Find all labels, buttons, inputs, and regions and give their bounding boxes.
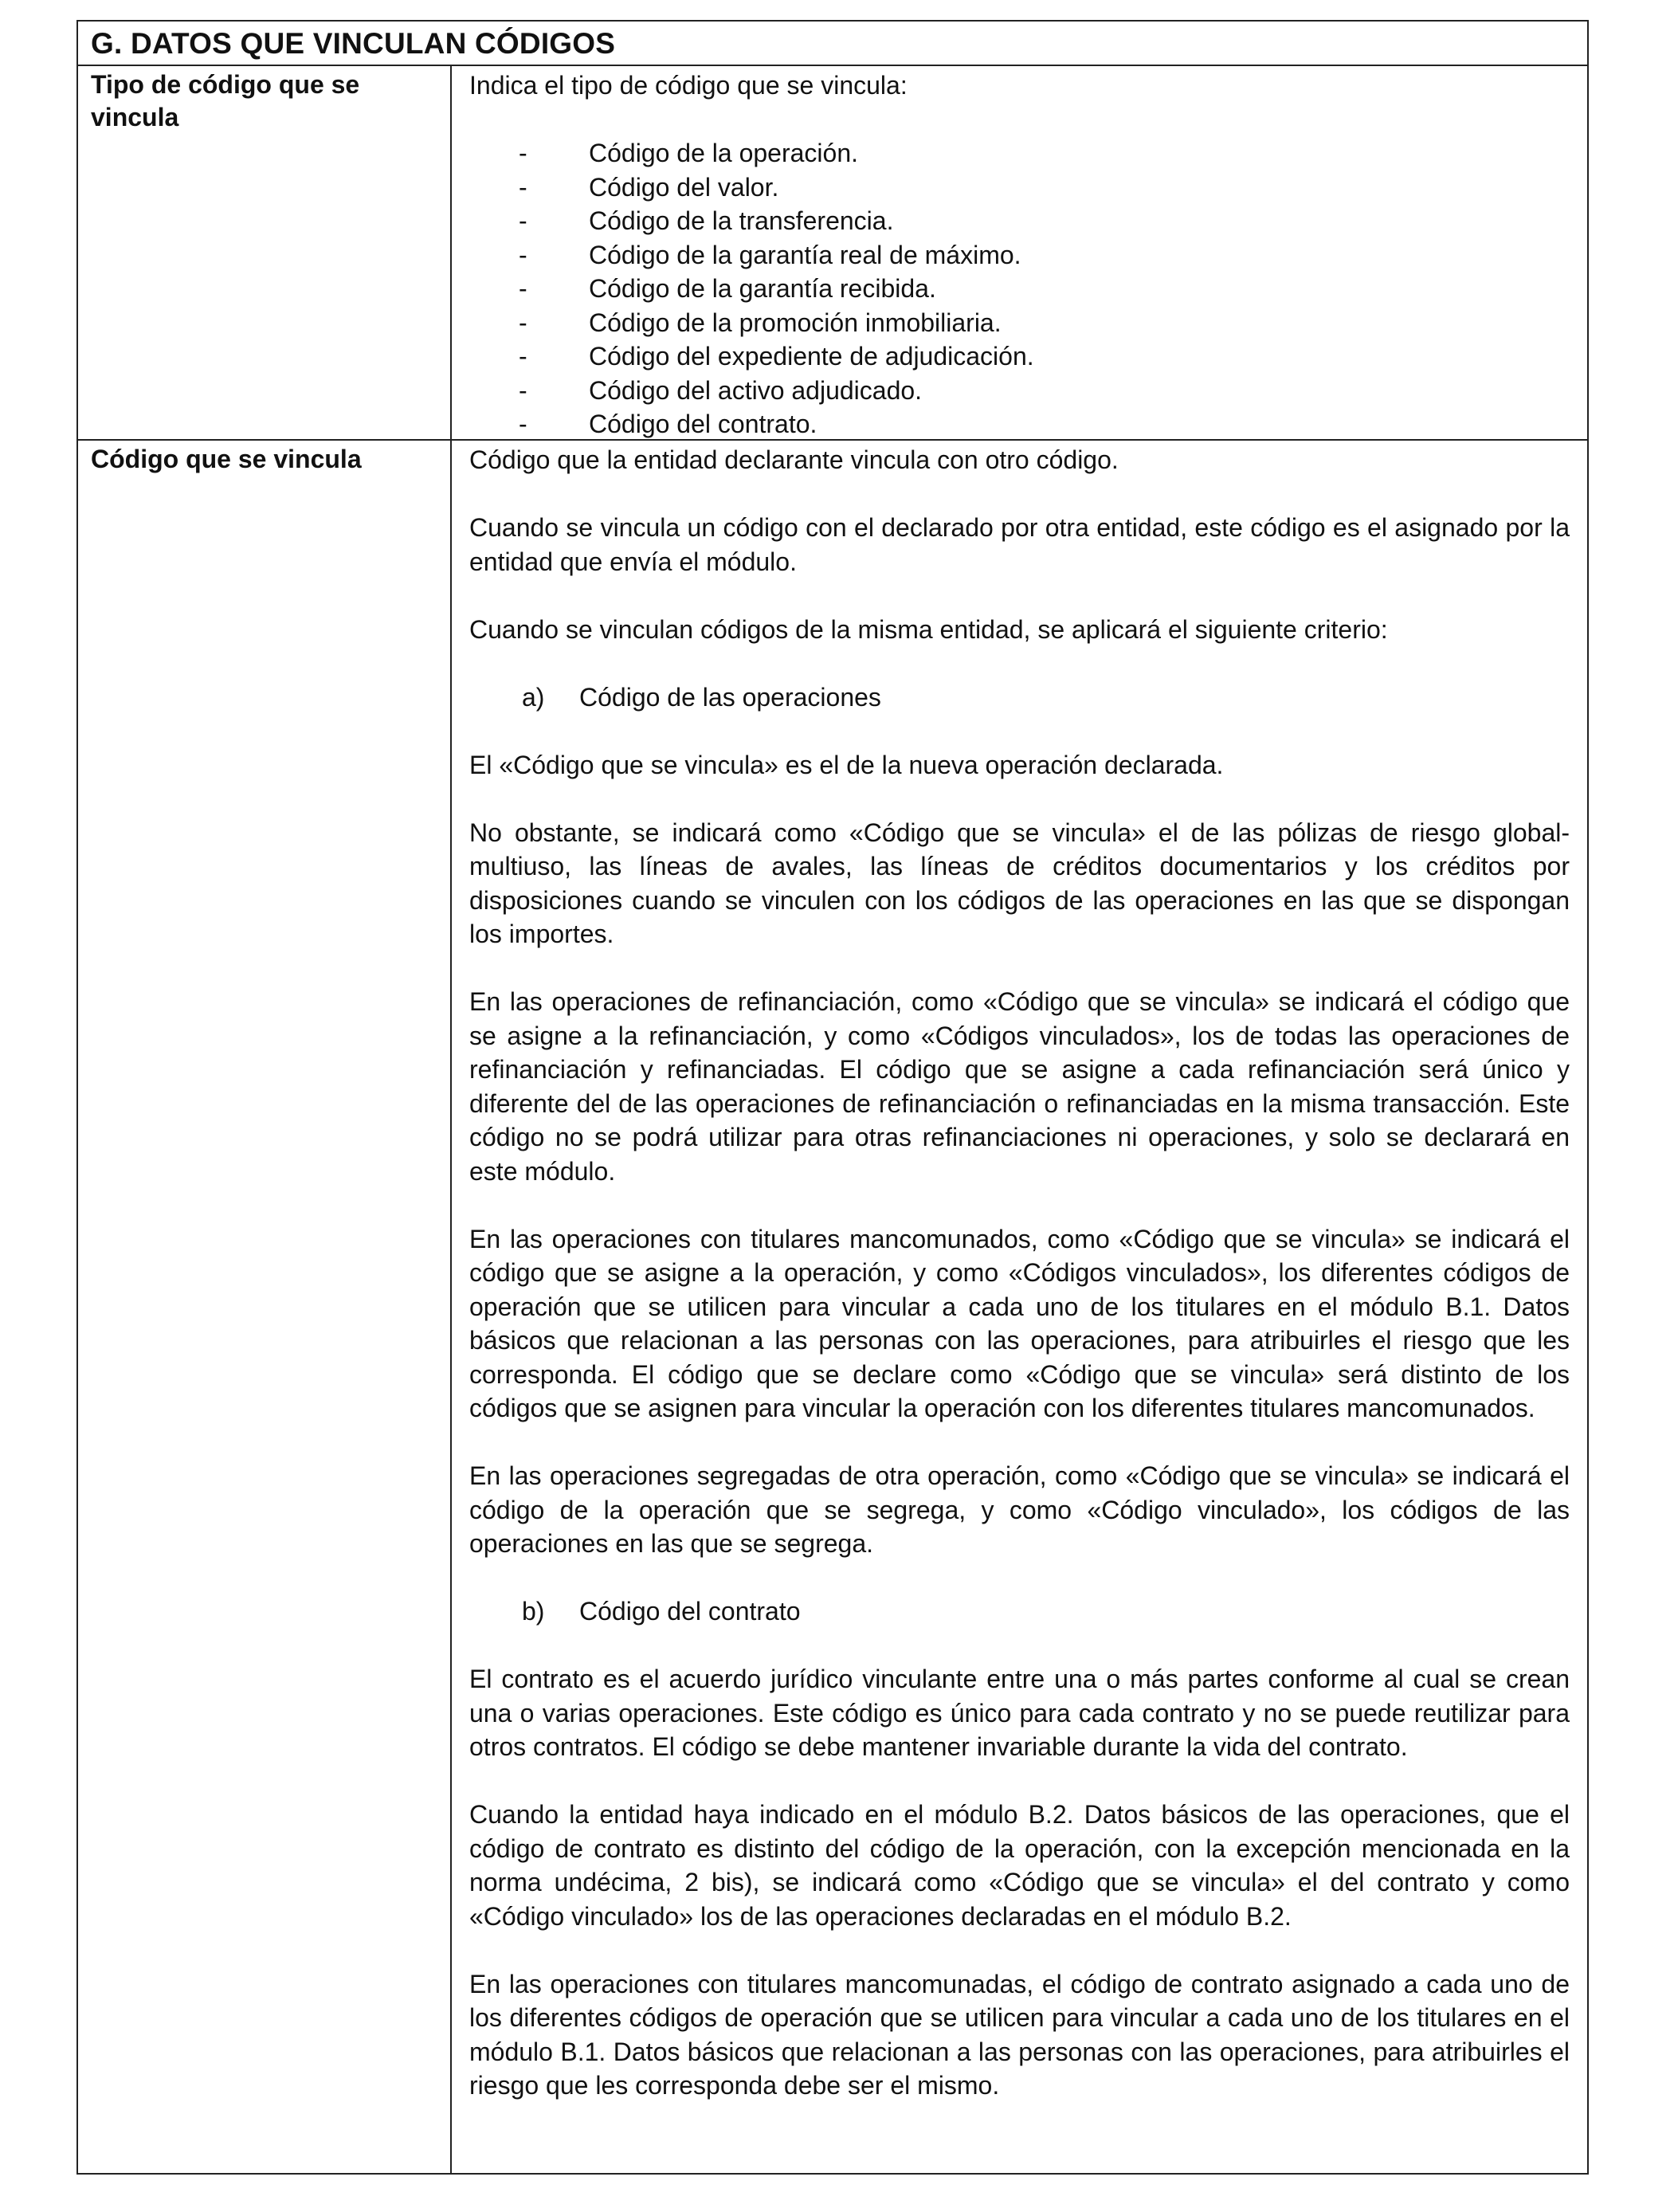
section-title: G. DATOS QUE VINCULAN CÓDIGOS: [78, 22, 1587, 66]
paragraph: El «Código que se vincula» es el de la nueva operación declarada.: [469, 750, 1224, 779]
table-row: [78, 441, 1587, 2173]
subsection-heading-a: a) Código de las operaciones: [522, 682, 881, 712]
paragraph: En las operaciones con titulares mancomunadas, el código de contrato asignado a cada uno de los diferentes códigos de operación que se utilicen para vincular a cada uno de los titulares en el módulo B.1. Datos básicos que relacionan a las personas con las operaciones, para atribuirles el riesgo que les corresponda debe ser el mismo.: [469, 1969, 1570, 2100]
paragraph: Indica el tipo de código que se vincula:: [469, 71, 908, 100]
paragraph: En las operaciones de refinanciación, como «Código que se vincula» se indicará el código que se asigne a la refinanciación, y como «Códigos vinculados», los de todas las operaciones de refinanciación y refinanciadas. El código que se asigne a cada refinanciación será único y diferente del de las operaciones de refinanciación o refinanciadas en la misma transacción. Este código no se podrá utilizar para otras refinanciaciones ni operaciones, y solo se declarará en este módulo.: [469, 987, 1570, 1186]
spacer: [469, 103, 1570, 137]
table-row: [78, 66, 1587, 441]
list-item: - Código de la garantía recibida.: [519, 274, 936, 303]
list-item: - Código del expediente de adjudicación.: [519, 342, 1034, 371]
list-item: - Código de la transferencia.: [519, 206, 894, 235]
paragraph: En las operaciones segregadas de otra operación, como «Código que se vincula» se indicará el código de la operación que se segrega, y como «Código vinculado», los códigos de las operaciones en las que se segrega.: [469, 1461, 1570, 1558]
paragraph: Cuando la entidad haya indicado en el módulo B.2. Datos básicos de las operaciones, que el código de contrato es distinto del código de la operación, con la excepción mencionada en la norma undécima, 2 bis), se indicará como «Código que se vincula» el del contrato y como «Código vinculado» los de las operaciones declaradas en el módulo B.2.: [469, 1800, 1570, 1931]
paragraph: No obstante, se indicará como «Código que se vincula» el de las pólizas de riesgo global-multiuso, las líneas de avales, las líneas de créditos documentarios y los créditos por disposiciones cuando se vinculen con los códigos de las operaciones en las que se dispongan los importes.: [469, 818, 1570, 948]
document-table: [76, 20, 1589, 2175]
field-label: Tipo de código que se vincula: [78, 66, 452, 439]
paragraph: En las operaciones con titulares mancomunados, como «Código que se vincula» se indicará el código que se asigne a la operación, y como «Códigos vinculados», los diferentes códigos de operación que se utilicen para vincular a cada uno de los titulares en el módulo B.1. Datos básicos que relacionan a las personas con las operaciones, para atribuirles el riesgo que les corresponda. El código que se declare como «Código que se vincula» será distinto de los códigos que se asignen para vincular la operación con los diferentes titulares mancomunados.: [469, 1224, 1570, 1422]
list-item: - Código del activo adjudicado.: [519, 375, 923, 405]
field-description: [452, 66, 1587, 439]
code-type-list: [469, 136, 1570, 441]
list-item: - Código del contrato.: [519, 410, 817, 438]
list-item: - Código del valor.: [519, 172, 779, 202]
field-label: Código que se vincula: [78, 441, 452, 2173]
field-description: [452, 441, 1587, 2173]
paragraph: Código que la entidad declarante vincula con otro código.: [469, 445, 1119, 474]
paragraph: El contrato es el acuerdo jurídico vinculante entre una o más partes conforme al cual se crean una o varias operaciones. Este código es único para cada contrato y no se puede reutilizar para otros contratos. El código se debe mantener invariable durante la vida del contrato.: [469, 1665, 1570, 1761]
paragraph: Cuando se vinculan códigos de la misma entidad, se aplicará el siguiente criterio:: [469, 614, 1388, 644]
subsection-heading-b: b) Código del contrato: [522, 1597, 801, 1626]
list-item: - Código de la garantía real de máximo.: [519, 240, 1021, 269]
list-item: - Código de la promoción inmobiliaria.: [519, 308, 1002, 337]
paragraph: Cuando se vincula un código con el declarado por otra entidad, este código es el asignado por la entidad que envía el módulo.: [469, 513, 1570, 576]
list-item: - Código de la operación.: [519, 139, 859, 167]
